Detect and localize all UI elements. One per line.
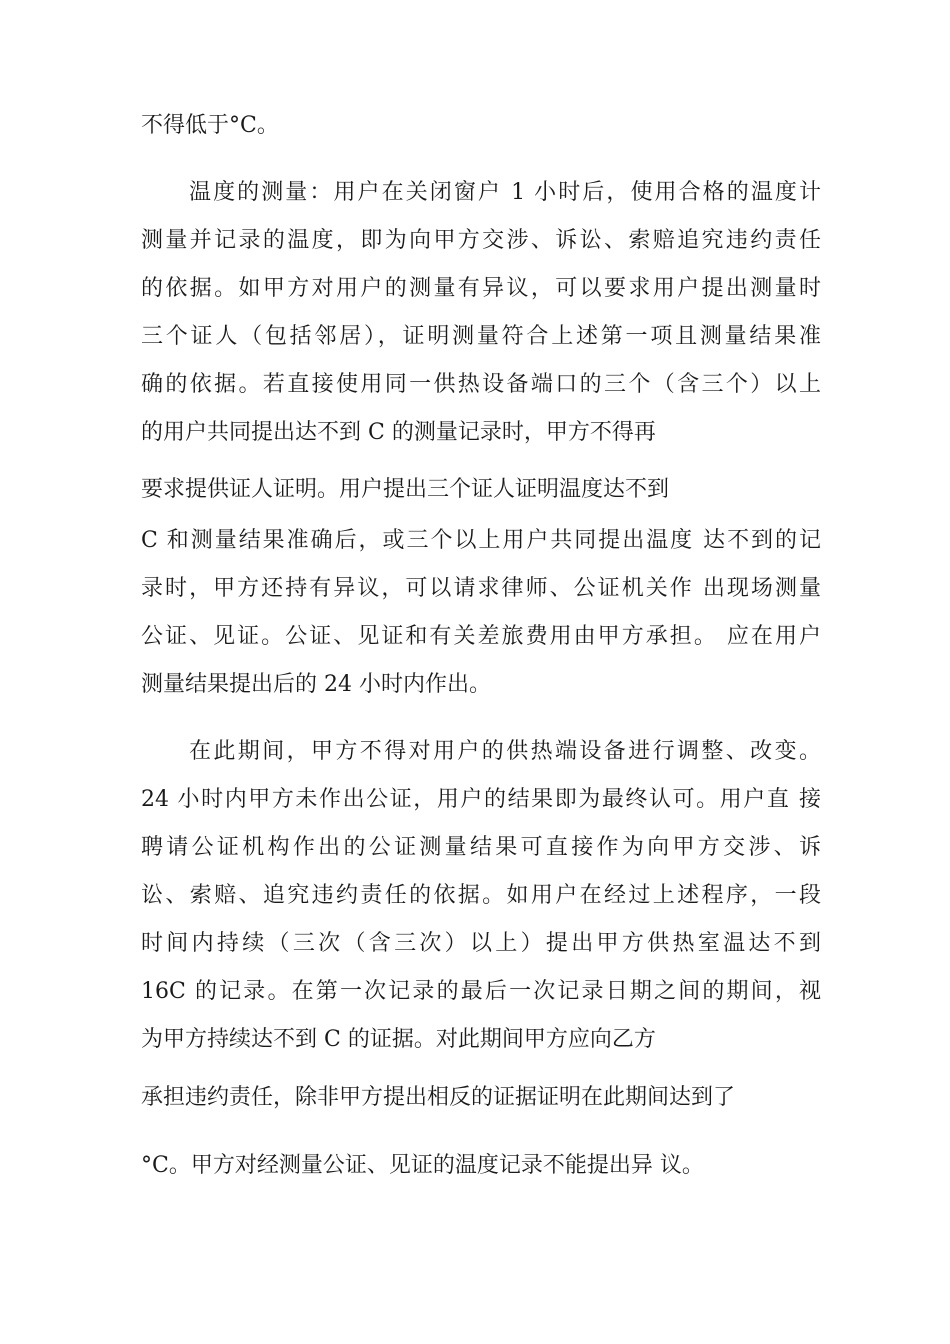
text-line: 讼、索赔、追究违约责任的依据。如用户在经过上述程序，一段: [141, 883, 821, 908]
text-line: 16C 的记录。在第一次记录的最后一次记录日期之间的期间，视: [141, 979, 821, 1004]
text-line: 要求提供证人证明。用户提出三个证人证明温度达不到: [141, 477, 670, 502]
text-line: 为甲方持续达不到 C 的证据。对此期间甲方应向乙方: [141, 1027, 656, 1052]
text-line: 24 小时内甲方未作出公证，用户的结果即为最终认可。用户直 接: [141, 787, 821, 812]
text-line: 的依据。如甲方对用户的测量有异议，可以要求用户提出测量时: [141, 276, 821, 301]
text-line: 公证、见证。公证、见证和有关差旅费用由甲方承担。 应在用户: [141, 624, 821, 649]
text-line: 温度的测量：用户在关闭窗户 1 小时后，使用合格的温度计: [189, 180, 821, 205]
text-line: 确的依据。若直接使用同一供热设备端口的三个（含三个）以上: [141, 372, 821, 397]
text-line: 三个证人（包括邻居），证明测量符合上述第一项且测量结果准: [141, 324, 821, 349]
text-line: 时间内持续（三次（含三次）以上）提出甲方供热室温达不到: [141, 931, 821, 956]
text-line: 的用户共同提出达不到 C 的测量记录时，甲方不得再: [141, 420, 656, 445]
text-line: °C。甲方对经测量公证、见证的温度记录不能提出异 议。: [141, 1153, 704, 1178]
text-line: 不得低于°C。: [141, 113, 279, 138]
text-line: 承担违约责任，除非甲方提出相反的证据证明在此期间达到了: [141, 1085, 736, 1110]
text-line: 测量结果提出后的 24 小时内作出。: [141, 672, 491, 697]
text-line: 聘请公证机构作出的公证测量结果可直接作为向甲方交涉、诉: [141, 835, 821, 860]
text-line: 录时，甲方还持有异议，可以请求律师、公证机关作 出现场测量: [141, 576, 821, 601]
text-line: C 和测量结果准确后，或三个以上用户共同提出温度 达不到的记: [141, 528, 821, 553]
text-line: 在此期间，甲方不得对用户的供热端设备进行调整、改变。: [189, 739, 821, 764]
text-line: 测量并记录的温度，即为向甲方交涉、诉讼、索赔追究违约责任: [141, 228, 821, 253]
